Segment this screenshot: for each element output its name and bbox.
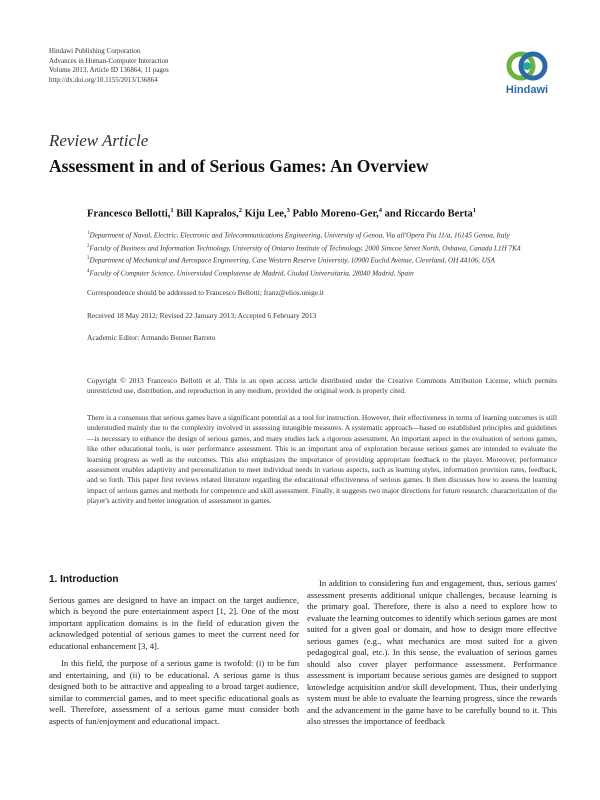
section-heading: 1. Introduction — [49, 574, 119, 585]
journal-name: Advances in Human-Computer Interaction — [49, 56, 169, 65]
affiliations — [87, 229, 557, 279]
author-name: Francesco Bellotti, — [87, 208, 171, 220]
author-name: and Riccardo Berta — [382, 208, 473, 220]
author-name: Pablo Moreno-Ger, — [289, 208, 379, 220]
publisher-line: Hindawi Publishing Corporation — [49, 47, 141, 55]
hindawi-logo-icon — [504, 46, 550, 86]
affiliation-num: 2 — [87, 243, 90, 249]
affiliation-item — [87, 267, 557, 279]
affiliation-text: Faculty of Computer Science, Universidad Complutense de Madrid, Ciudad Universitaria, 28040 Madrid, Spain — [89, 269, 414, 278]
affiliation-text: Department of Naval, Electric, Electronic and Telecommunications Engineering, University of Genoa, Via all'Opera Pia 11/a, 16145 Genoa, Italy — [89, 231, 510, 240]
article-type: Review Article — [49, 131, 149, 150]
affiliation-item — [87, 229, 557, 241]
paragraph: Serious games are designed to have an impact on the target audience, which is beyond the pure entertainment aspect [1, 2]. One of the most important application domains is in the field of education given the acknowledged potential of serious games to meet the current need for educational enhancement [3, 4]. — [49, 594, 299, 651]
affiliation-num: 4 — [87, 268, 90, 274]
author-sup: 1 — [472, 207, 476, 214]
page-title: Assessment in and of Serious Games: An Overview — [49, 156, 429, 176]
abstract: There is a consensus that serious games have a significant potential as a tool for instruction. However, their effectiveness in terms of learning outcomes is still understudied mainly due to the complexity involved in assessing intangible measures. A systematic approach—based on established principles and guidelines—is necessary to enhance the design of serious games, and many studies lack a rigorous assessment. An important aspect in the evaluation of serious games, like other educational tools, is user performance assessment. This is an important area of exploration because serious games are intended to evaluate the learning progress as well as the outcomes. This also emphasizes the importance of providing appropriate feedback to the player. Moreover, performance assessment enables adaptivity and personalization to meet individual needs in various aspects, such as learning styles, information provision rates, feedback, and so forth. This paper first reviews related literature regarding the educational effectiveness of serious games. It then discusses how to assess the learning impact of serious games and methods for competence and skill assessment. Finally, it suggests two major directions for future research: characterization of the player's activity and better integration of assessment in games. — [87, 413, 557, 506]
author-name: Kiju Lee, — [241, 208, 287, 220]
affiliation-item — [87, 254, 557, 266]
copyright-notice: Copyright © 2013 Francesco Bellotti et al. This is an open access article distributed under the Creative Commons Attribution License, which permits unrestricted use, distribution, and reproduction in any medium, provided the original work is properly cited. — [87, 376, 557, 396]
body-column-left — [49, 574, 299, 733]
logo-text: Hindawi — [505, 84, 549, 96]
editor-line: Academic Editor: Armando Bennet Barreto — [87, 333, 216, 342]
author-sup: 3 — [286, 207, 290, 214]
body-column-right — [307, 578, 557, 734]
author-sup: 2 — [238, 207, 242, 214]
affiliation-text: Faculty of Business and Information Technology, University of Ontario Institute of Technology, 2000 Simcoe Street North, Oshawa, Canada L1H 7K4 — [89, 243, 521, 252]
author-sup: 1 — [170, 207, 174, 214]
affiliation-num: 1 — [87, 231, 90, 236]
affiliation-item — [87, 242, 557, 254]
affiliation-num: 3 — [87, 256, 90, 262]
journal-header — [49, 47, 169, 85]
affiliation-text: Department of Mechanical and Aerospace Engineering, Case Western Reserve University, 10900 Euclid Avenue, Cleveland, OH 44106, USA — [89, 256, 495, 265]
hindawi-logo — [497, 46, 557, 106]
author-sup: 4 — [378, 207, 383, 214]
paragraph: In addition to considering fun and engagement, thus, serious games' assessment presents additional unique challenges, because learning is the primary goal. Therefore, there is also a need to explore how to evaluate the learning outcomes to identify which serious games are most suited for a given goal or domain, and how to design more effective serious games (e.g., what mechanics are most suited for a given pedagogical goal, etc.). In this sense, the evaluation of serious games should also cover player performance assessment. Performance assessment is important because serious games are designed to support knowledge acquisition and/or skill development. Thus, their underlying system must be able to evaluate the learning progress, since the rewards and the advancement in the game have to be carefully bound to it. This also stresses the importance of feedback — [307, 578, 557, 726]
author-list — [87, 207, 476, 220]
correspondence-line: Correspondence should be addressed to Francesco Bellotti; franz@elios.unige.it — [87, 288, 324, 297]
doi-link[interactable]: http://dx.doi.org/10.1155/2013/136864 — [49, 75, 158, 84]
author-name: Bill Kapralos, — [173, 208, 239, 220]
volume-line: Volume 2013, Article ID 136864, 11 pages — [49, 66, 169, 74]
paragraph: In this field, the purpose of a serious game is twofold: (i) to be fun and entertaining, and (ii) to be educational. A serious game is thus designed both to be attractive and appealing to a broad target audience, similar to commercial games, and to meet specific educational goals as well. Therefore, assessment of a serious game must consider both aspects of fun/enjoyment and educational impact. — [49, 658, 299, 726]
dates-line: Received 18 May 2012; Revised 22 January 2013; Accepted 6 February 2013 — [87, 311, 317, 320]
